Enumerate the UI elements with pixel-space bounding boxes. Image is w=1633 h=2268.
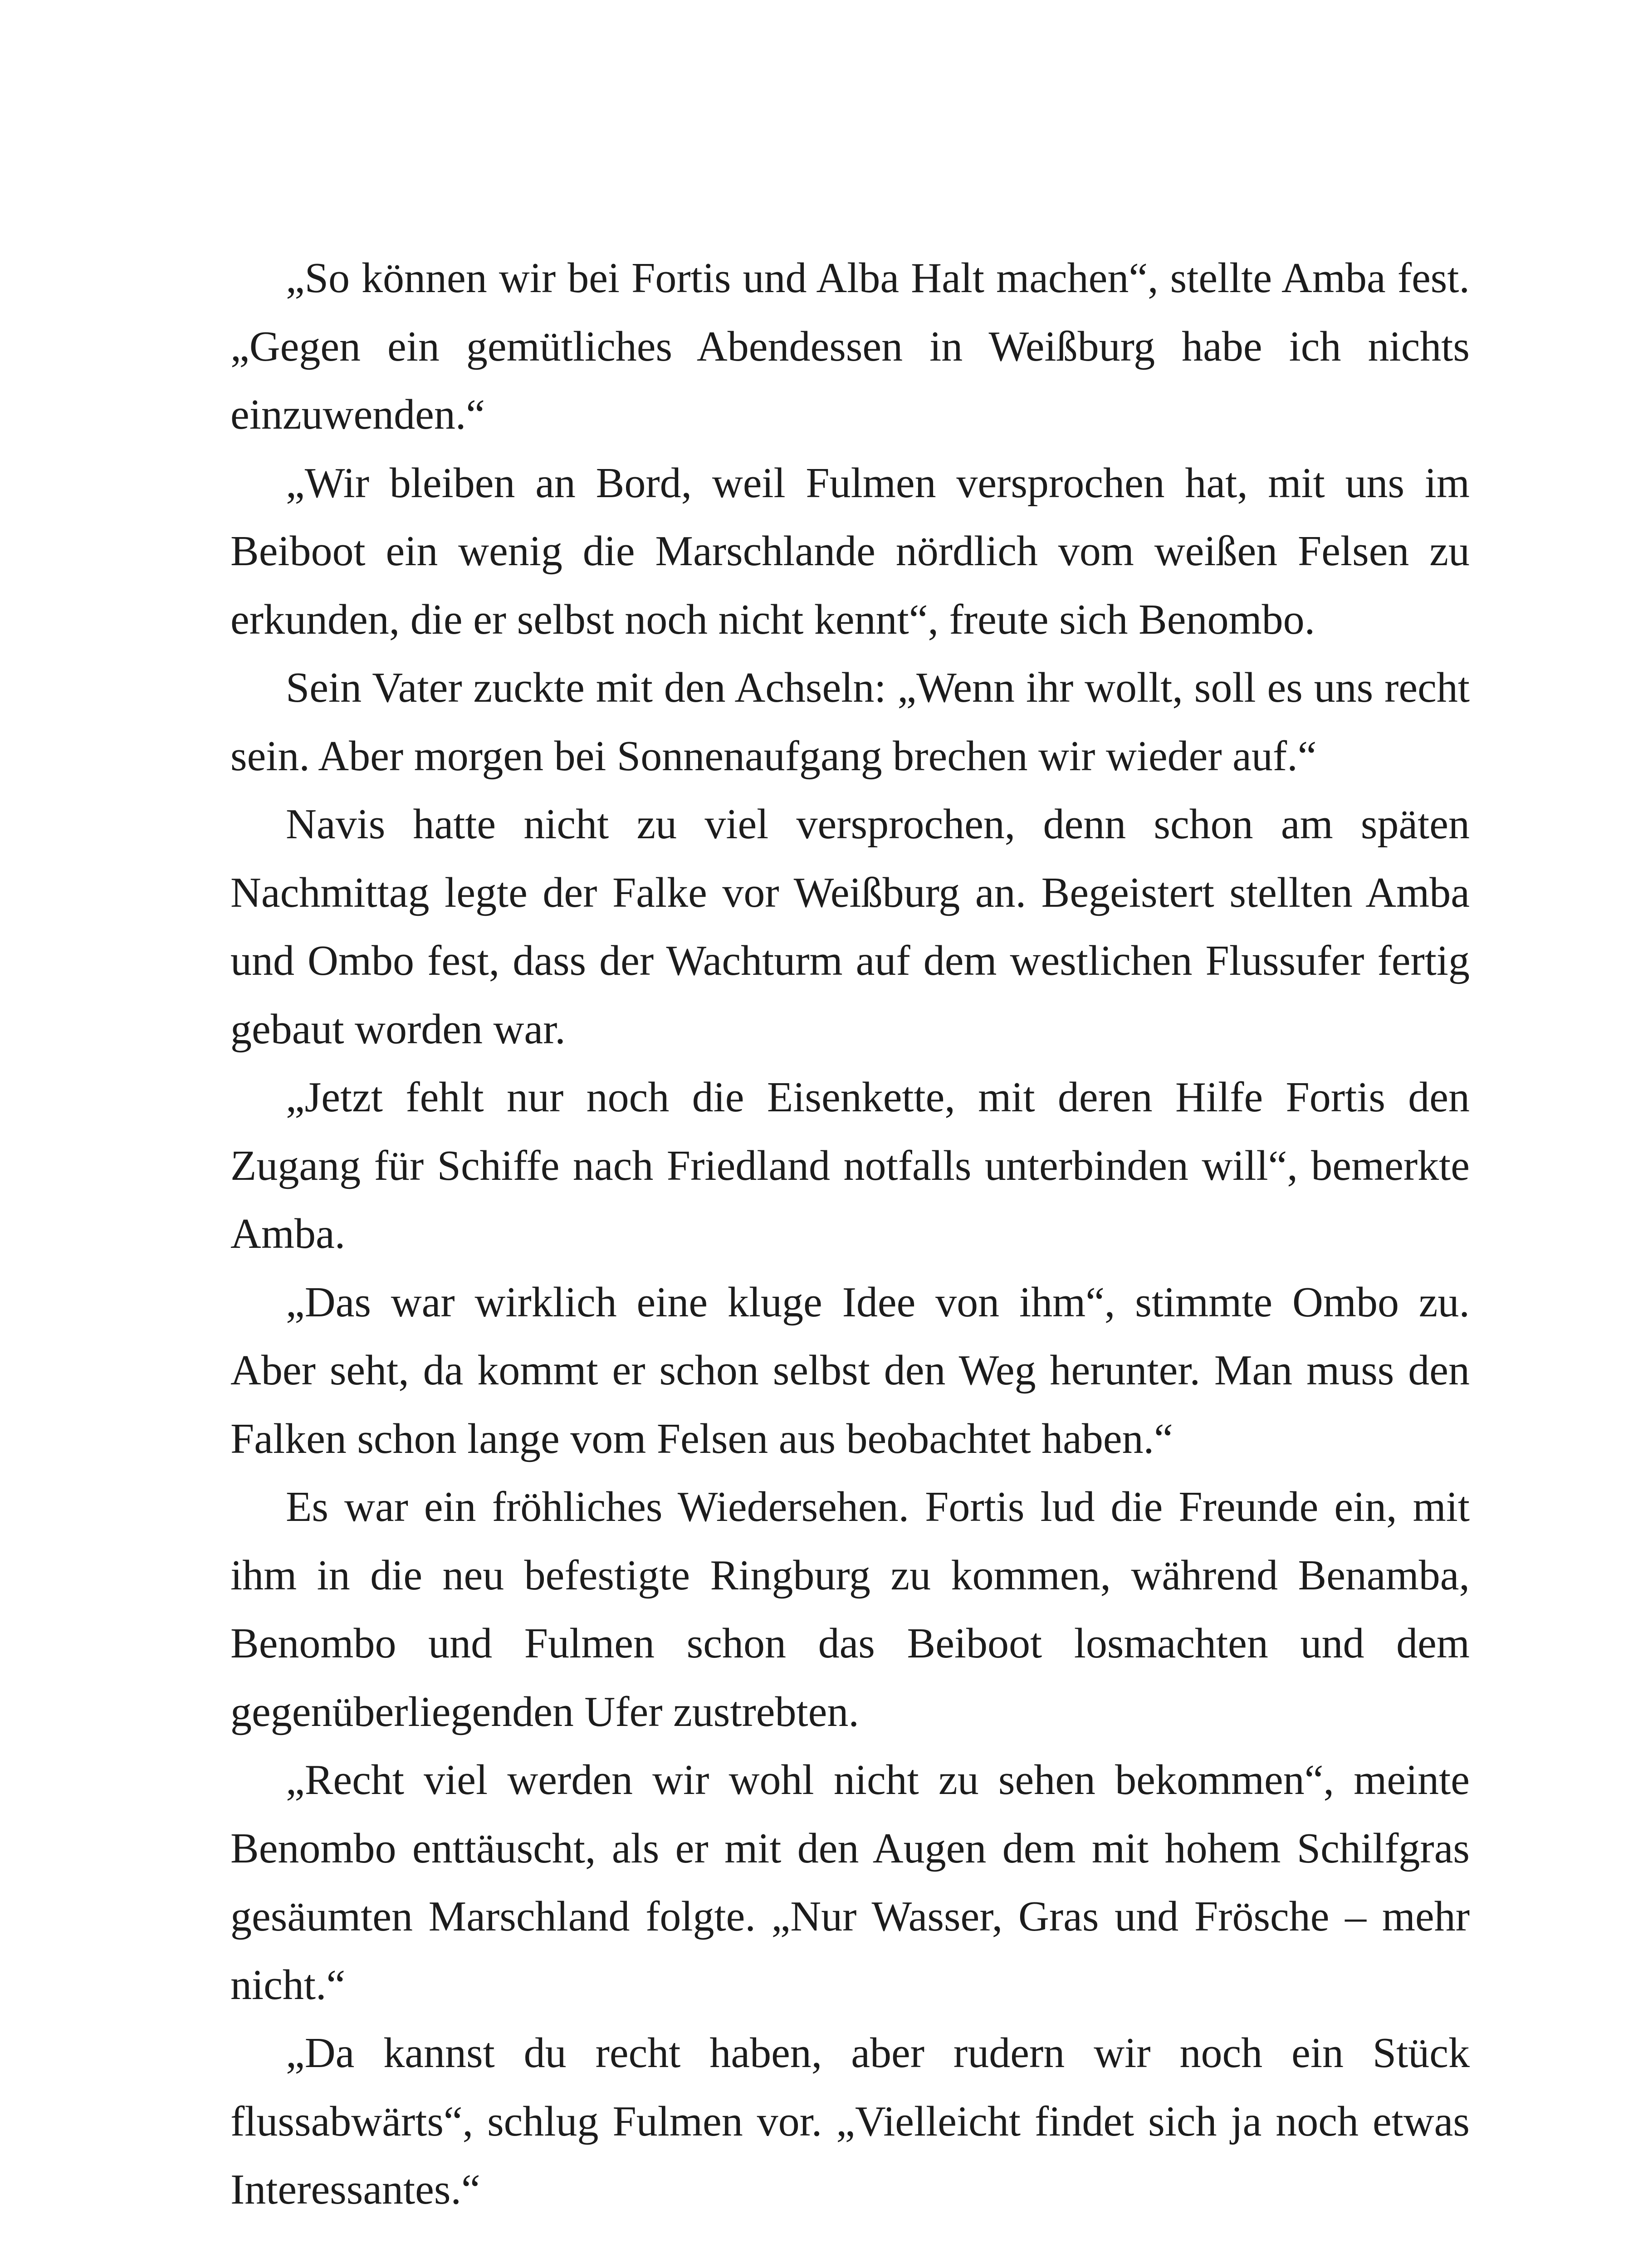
text-line: „Da kannst du recht haben, aber rudern wir noch ein Stück bbox=[286, 2029, 1470, 2077]
text-line: gesäumten Marschland folgte. „Nur Wasser, Gras und Frösche – mehr bbox=[230, 1893, 1470, 1940]
text-line: sein. Aber morgen bei Sonnenaufgang brechen wir wieder auf.“ bbox=[230, 732, 1317, 780]
text-line: Benombo enttäuscht, als er mit den Augen dem mit hohem Schilfgras bbox=[230, 1824, 1470, 1872]
text-line: Nachmittag legte der Falke vor Weißburg an. Begeistert stellten Amba bbox=[230, 869, 1470, 916]
text-line: nicht.“ bbox=[230, 1961, 346, 2009]
text-line: und Ombo fest, dass der Wachturm auf dem westlichen Flussufer fertig bbox=[230, 937, 1470, 984]
text-line: einzuwenden.“ bbox=[230, 391, 485, 438]
text-line: Beiboot ein wenig die Marschlande nördlich vom weißen Felsen zu bbox=[230, 528, 1470, 575]
text-line: Es war ein fröhliches Wiedersehen. Fortis lud die Freunde ein, mit bbox=[286, 1483, 1470, 1530]
text-line: ihm in die neu befestigte Ringburg zu kommen, während Benamba, bbox=[230, 1551, 1470, 1599]
text-line: gegenüberliegenden Ufer zustrebten. bbox=[230, 1688, 859, 1735]
text-line: Sein Vater zuckte mit den Achseln: „Wenn ihr wollt, soll es uns recht bbox=[286, 664, 1470, 711]
text-line: Falken schon lange vom Felsen aus beobachtet haben.“ bbox=[230, 1415, 1173, 1462]
text-line: „Das war wirklich eine kluge Idee von ihm“, stimmte Ombo zu. bbox=[286, 1278, 1470, 1326]
text-line: „Jetzt fehlt nur noch die Eisenkette, mit deren Hilfe Fortis den bbox=[286, 1074, 1470, 1121]
text-line: erkunden, die er selbst noch nicht kennt“, freute sich Benombo. bbox=[230, 596, 1315, 643]
text-line: Zugang für Schiffe nach Friedland notfalls unterbinden will“, bemerkte bbox=[230, 1142, 1470, 1189]
body-text bbox=[230, 244, 1470, 2224]
text-line: „Gegen ein gemütliches Abendessen in Weißburg habe ich nichts bbox=[230, 323, 1470, 370]
text-line: flussabwärts“, schlug Fulmen vor. „Vielleicht findet sich ja noch etwas bbox=[230, 2097, 1470, 2145]
text-line: Navis hatte nicht zu viel versprochen, denn schon am späten bbox=[286, 801, 1470, 848]
text-line: Benombo und Fulmen schon das Beiboot losmachten und dem bbox=[230, 1620, 1470, 1667]
text-line: „Recht viel werden wir wohl nicht zu sehen bekommen“, meinte bbox=[286, 1756, 1470, 1804]
text-line: Aber seht, da kommt er schon selbst den Weg herunter. Man muss den bbox=[230, 1347, 1470, 1394]
text-line: „So können wir bei Fortis und Alba Halt machen“, stellte Amba fest. bbox=[286, 254, 1470, 302]
text-line: „Wir bleiben an Bord, weil Fulmen versprochen hat, mit uns im bbox=[286, 459, 1470, 507]
text-line: Interessantes.“ bbox=[230, 2166, 480, 2213]
text-line: gebaut worden war. bbox=[230, 1005, 566, 1053]
text-line: Amba. bbox=[230, 1210, 346, 1257]
